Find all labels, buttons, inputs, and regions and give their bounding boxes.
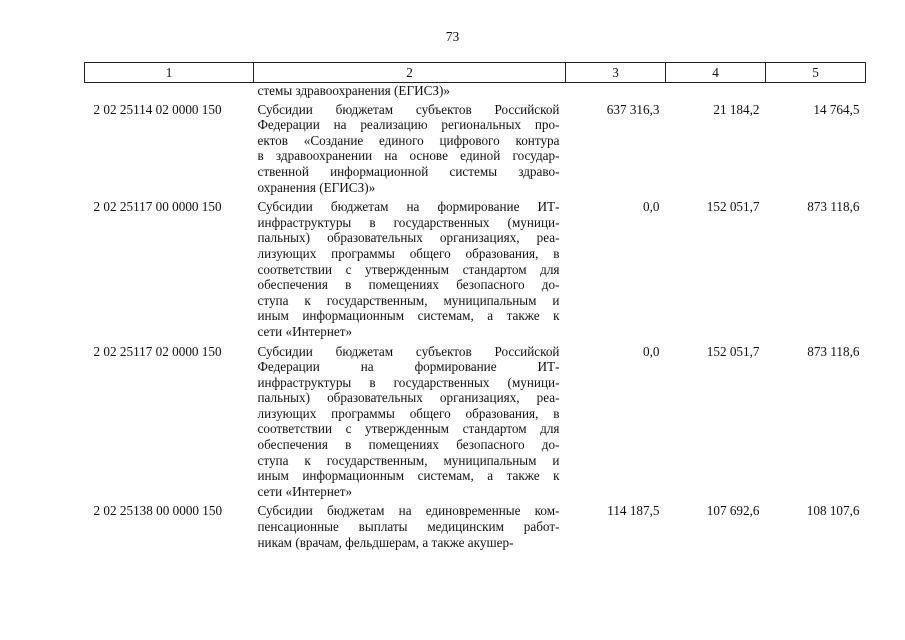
item-name-line: никам (врачам, фельдшерам, а также акушер- [257,534,514,550]
item-name-line: Субсидии бюджетам субъектов Российской [257,343,560,359]
item-name [254,99,566,197]
budget-table [84,62,866,551]
item-name-line: иным информационным системам, а также к [257,468,560,484]
item-name-line: обеспечения в помещениях безопасного до- [257,277,560,293]
item-name-line: в здравоохранении на основе единой государ- [257,148,560,164]
budget-code: 2 02 25117 02 0000 150 [93,343,222,359]
item-name-line: лизующих программы общего образования, в [257,405,560,421]
item-name-line: иным информационным системам, а также к [257,308,560,324]
amount-v3: 0,0 [643,343,660,359]
table-body [85,83,866,552]
header-col-3: 3 [566,63,666,83]
amount-v5: 14 764,5 [813,101,860,117]
header-col-5: 5 [766,63,866,83]
amount-v4: 107 692,6 [706,503,760,519]
header-col-4: 4 [666,63,766,83]
item-name-line: Федерации на реализацию региональных про- [257,117,560,133]
item-name-line: пальных) образовательных организациях, реа- [257,390,560,406]
item-name-line: Федерации на формирование ИТ- [257,359,560,375]
page-number: 73 [445,29,460,44]
continuation-row [85,83,866,99]
item-name-line: соответствии с утвержденным стандартом для [257,261,560,277]
amount-v5: 108 107,6 [806,503,860,519]
amount-v3: 0,0 [643,199,660,215]
item-name-line: Субсидии бюджетам на единовременные ком- [257,503,560,519]
item-name-line: Субсидии бюджетам на формирование ИТ- [257,199,560,215]
budget-code: 2 02 25117 00 0000 150 [93,199,222,215]
amount-v3: 637 316,3 [606,101,660,117]
item-name-line: пенсационные выплаты медицинским работ- [257,519,560,535]
item-name-line: сети «Интернет» [257,323,353,339]
header-col-2: 2 [254,63,566,83]
item-name-line: инфраструктуры в государственных (муници- [257,374,560,390]
amount-v4: 21 184,2 [713,101,760,117]
amount-v4: 152 051,7 [706,343,760,359]
amount-v3: 114 187,5 [607,503,660,519]
item-name-line: соответствии с утвержденным стандартом для [257,421,560,437]
item-name-line: ступа к государственным, муниципальным и [257,452,560,468]
item-name-line: ектов «Создание единого цифрового контура [257,132,560,148]
item-name [254,196,566,340]
budget-code: 2 02 25138 00 0000 150 [93,503,223,519]
table-row [85,196,866,340]
item-name-line: пальных) образовательных организациях, реа- [257,230,560,246]
table-row [85,341,866,501]
item-name-line: лизующих программы общего образования, в [257,245,560,261]
item-name [254,341,566,501]
item-name-line: обеспечения в помещениях безопасного до- [257,437,560,453]
table-row [85,99,866,197]
budget-code: 2 02 25114 02 0000 150 [93,101,222,117]
item-name-line: ступа к государственным, муниципальным и [257,292,560,308]
amount-v5: 873 118,6 [807,343,860,359]
item-name-line: охранения (ЕГИСЗ)» [257,179,376,195]
amount-v4: 152 051,7 [706,199,760,215]
item-name-line: инфраструктуры в государственных (муници- [257,214,560,230]
item-name [254,500,566,551]
item-name-line: сети «Интернет» [257,483,353,499]
table-row [85,500,866,551]
amount-v5: 873 118,6 [807,199,860,215]
header-col-1: 1 [85,63,254,83]
continuation-text: стемы здравоохранения (ЕГИСЗ)» [257,83,451,98]
table-header [85,63,866,83]
item-name-line: Субсидии бюджетам субъектов Российской [257,101,560,117]
item-name-line: ственной информационной системы здраво- [257,163,560,179]
